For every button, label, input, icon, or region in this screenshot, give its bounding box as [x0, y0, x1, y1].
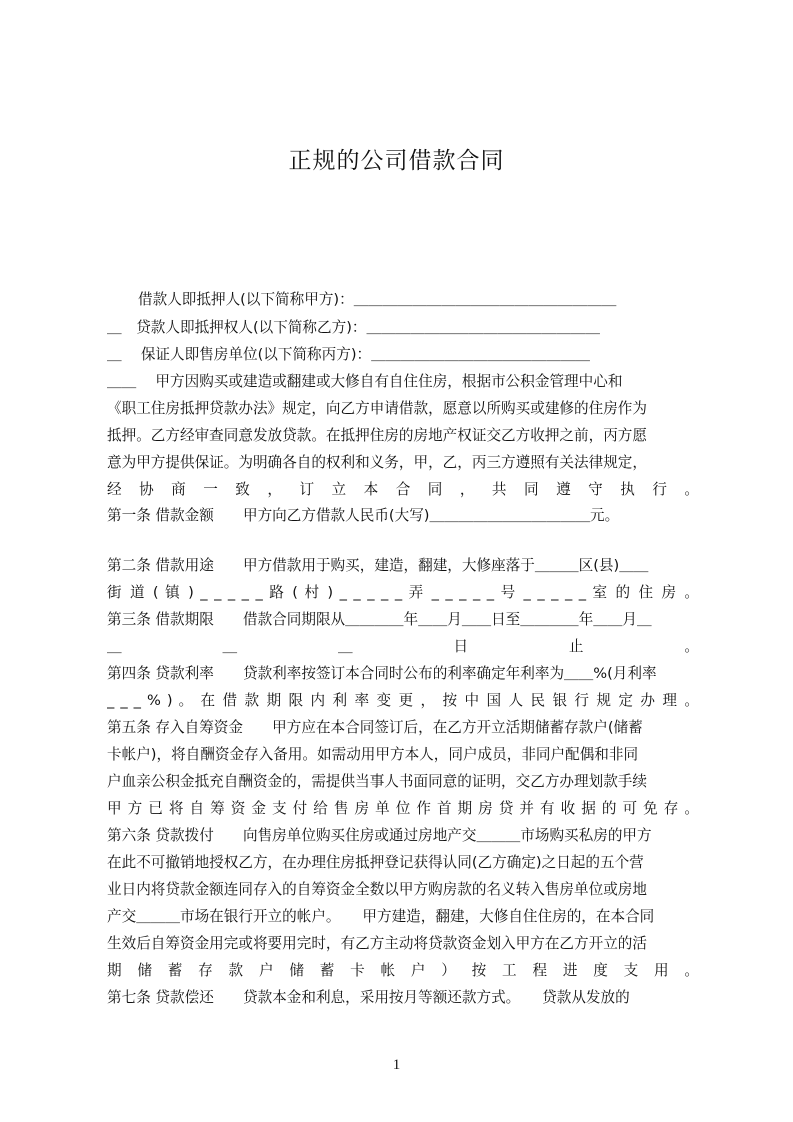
article-4-line-1: 第四条 贷款利率 贷款利率按签订本合同时公布的利率确定年利率为＿＿%(月利率 [107, 665, 657, 682]
article-7-line-1: 第七条 贷款偿还 贷款本金和利息，采用按月等额还款方式。 贷款从发放的 [107, 989, 630, 1006]
preamble-line-3: 抵押。乙方经审查同意发放贷款。在抵押住房的房地产权证交乙方收押之前，丙方愿 [107, 427, 647, 444]
article-6-line-1: 第六条 贷款拨付 向售房单位购买住房或通过房地产交＿＿＿市场购买私房的甲方 [107, 827, 652, 844]
article-5-line-3: 户血亲公积金抵充自酬资金的，需提供当事人书面同意的证明，交乙方办理划款手续 [107, 773, 647, 790]
article-2-line-1: 第二条 借款用途 甲方借款用于购买，建造，翻建，大修座落于＿＿＿区(县)＿＿ [107, 557, 649, 574]
preamble-line-2: 《职工住房抵押贷款办法》规定，向乙方申请借款，愿意以所购买或建修的住房作为 [107, 400, 647, 417]
preamble-line-1: ＿＿ 甲方因购买或建造或翻建或大修自有自住住房，根据市公积金管理中心和 [107, 373, 623, 390]
article-6-line-5: 生效后自筹资金用完或将要用完时，有乙方主动将贷款资金划入甲方在乙方开立的活 [107, 935, 647, 952]
article-6-line-3: 业日内将贷款金额连同存入的自筹资金全数以甲方购房款的名义转入售房单位或房地 [107, 881, 647, 898]
article-6-line-2: 在此不可撤销地授权乙方，在办理住房抵押登记获得认同(乙方确定)之日起的五个营 [107, 854, 644, 871]
party-c-line: ＿ 保证人即售房单位(以下简称丙方)：＿＿＿＿＿＿＿＿＿＿＿＿＿＿＿ [107, 346, 591, 363]
page-number: 1 [392, 1057, 401, 1073]
article-4-line-2: _ _ _ % ) 。 在 借 款 期 限 内 利 率 变 更 ， 按 中 国 人 民 银 行 规 定 办 理 。 [107, 692, 699, 709]
preamble-line-4: 意为甲方提供保证。为明确各自的权利和义务，甲，乙，丙三方遵照有关法律规定， [107, 454, 647, 471]
article-6-line-6: 期 储 蓄 存 款 户 储 蓄 卡 帐 户 ） 按 工 程 进 度 支 用 。 [107, 962, 699, 979]
preamble-line-5: 经 协 商 一 致 ， 订 立 本 合 同 ， 共 同 遵 守 执 行 。 [107, 481, 699, 498]
article-6-line-4: 产交＿＿＿市场在银行开立的帐户。 甲方建造，翻建，大修自住住房的，在本合同 [107, 908, 655, 925]
article-5-line-2: 卡帐户)，将自酬资金存入备用。如需动用甲方本人，同户成员，非同户配偶和非同 [107, 746, 639, 763]
party-b-line: ＿ 贷款人即抵押权人(以下简称乙方)：＿＿＿＿＿＿＿＿＿＿＿＿＿＿＿＿ [107, 319, 600, 336]
article-5-line-1: 第五条 存入自筹资金 甲方应在本合同签订后，在乙方开立活期储蓄存款户(储蓄 [107, 719, 643, 736]
party-a-line: 借款人即抵押人(以下简称甲方)：＿＿＿＿＿＿＿＿＿＿＿＿＿＿＿＿＿＿ [138, 291, 617, 308]
article-1-line: 第一条 借款金额 甲方向乙方借款人民币(大写)＿＿＿＿＿＿＿＿＿＿＿元。 [107, 507, 620, 524]
article-2-line-2: 街 道 ( 镇 ) _ _ _ _ _ 路 ( 村 ) _ _ _ _ _ 弄 _ _ _ _ _ 号 _ _ _ _ _ 室 的 住 房 。 [107, 584, 699, 601]
document-title: 正规的公司借款合同 [288, 148, 505, 174]
article-5-line-4: 甲 方 已 将 自 筹 资 金 支 付 给 售 房 单 位 作 首 期 房 贷 并 有 收 据 的 可 免 存 。 [107, 800, 699, 817]
article-3-line-1: 第三条 借款期限 借款合同期限从＿＿＿＿年＿＿月＿＿日至＿＿＿＿年＿＿月＿ [107, 611, 652, 628]
article-3-line-2: ＿ ＿ ＿ 日 止 。 [107, 638, 699, 655]
